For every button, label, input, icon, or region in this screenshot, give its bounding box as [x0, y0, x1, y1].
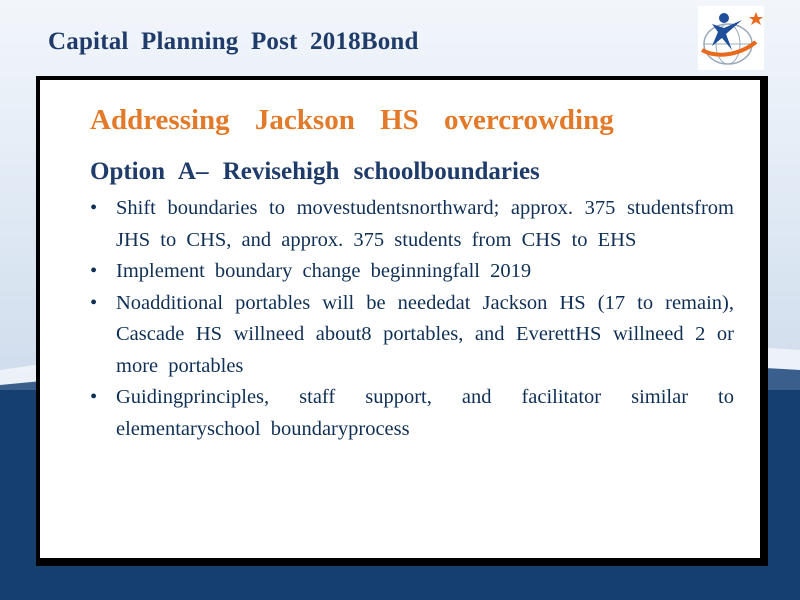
option-title: Option A– Revisehigh schoolboundaries: [90, 158, 540, 185]
page-title: Capital Planning Post 2018Bond: [48, 28, 419, 55]
bullet-icon: •: [90, 260, 98, 282]
list-item: [90, 382, 734, 445]
bullet-text: Guidingprinciples, staff support, and facilitator similar to elementaryschool boundaryprocess: [116, 386, 734, 440]
bullet-text: Shift boundaries to movestudentsnorthward; approx. 375 studentsfrom JHS to CHS, and approx. 375 students from CHS to EHS: [116, 197, 734, 251]
bullet-icon: •: [90, 386, 98, 408]
bullet-icon: •: [90, 197, 98, 219]
bullet-icon: •: [90, 291, 98, 314]
district-logo-icon: [698, 6, 764, 70]
bullet-list: [90, 193, 734, 445]
bullet-text: Noadditional portables will be neededat Jackson HS (17 to remain), Cascade HS willneed about8 portables, and EverettHS willneed 2 or more portables: [116, 291, 734, 377]
slide-heading: Addressing Jackson HS overcrowding: [90, 104, 614, 136]
list-item: [90, 256, 734, 288]
list-item: [90, 193, 734, 256]
bullet-text: Implement boundary change beginningfall 2019: [116, 260, 532, 282]
list-item: [90, 288, 734, 383]
content-card: [40, 80, 760, 558]
